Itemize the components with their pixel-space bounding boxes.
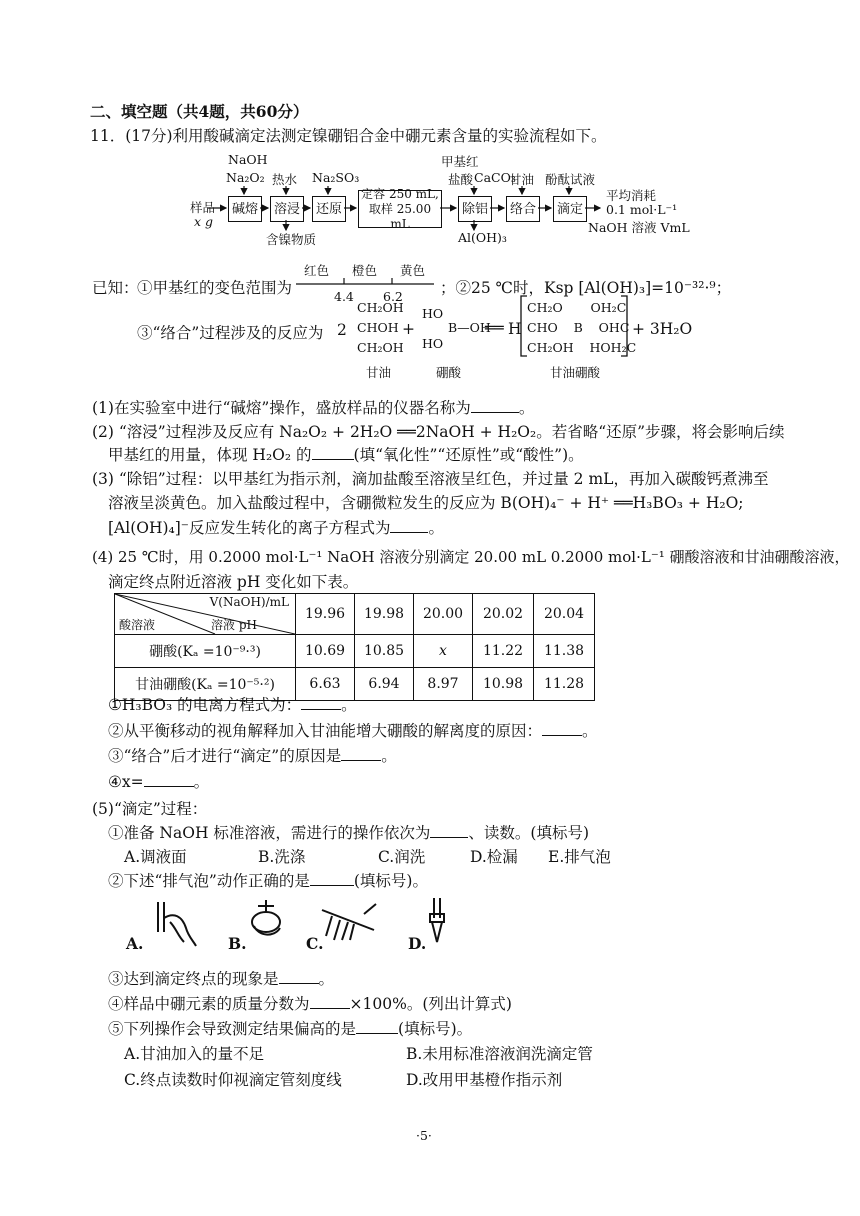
known-label: 已知： — [92, 279, 139, 297]
choice-a: A.甘油加入的量不足 — [124, 1045, 265, 1063]
coefficient: 2 — [337, 321, 347, 339]
q5-sub2-blank[interactable] — [310, 885, 354, 886]
pic-label-c: C. — [306, 934, 324, 953]
op-a: A.调液面 — [124, 848, 187, 866]
q4-sub1-end: 。 — [341, 696, 357, 714]
q1-end: 。 — [518, 399, 535, 417]
sample-label: 样品 — [190, 200, 216, 215]
q5-sub3-text: ③达到滴定终点的现象是 — [108, 970, 279, 988]
corner-volume-label: V(NaOH)/mL — [209, 595, 289, 609]
table-corner — [115, 594, 296, 635]
q3-text: [Al(OH)₄]⁻反应发生转化的离子方程式为 — [108, 519, 391, 537]
q5-sub5-blank[interactable] — [356, 1033, 398, 1034]
pic-label-b: B. — [228, 934, 247, 953]
table-cell: 11.38 — [534, 635, 595, 668]
q3-answer-blank[interactable] — [390, 532, 428, 533]
q2-line1: (2) “溶浸”过程涉及反应有 Na₂O₂ + 2H₂O ══2NaOH + H₂O₂。若省略“还原”步骤，将会影响后续 — [92, 423, 785, 441]
result-line2: 0.1 mol·L⁻¹ — [606, 202, 678, 217]
known-item1: ①甲基红的变色范围为 — [137, 279, 293, 297]
water-product: + 3H₂O — [632, 320, 693, 338]
q5-sub3-blank[interactable] — [279, 983, 319, 984]
op-e: E.排气泡 — [548, 848, 611, 866]
q5-sub4 — [108, 992, 512, 1014]
pic-label-d: D. — [408, 934, 427, 953]
q4-sub2-text: ②从平衡移动的视角解释加入甘油能增大硼酸的解离度的原因： — [108, 722, 543, 740]
reagent-phenolphthalein: 酚酞试液 — [545, 172, 596, 187]
reagent-na2o2: Na₂O₂ — [226, 170, 265, 185]
volume-col: 20.02 — [473, 594, 534, 635]
q5-sub5-end: (填标号)。 — [398, 1020, 473, 1038]
q3-line3 — [108, 516, 444, 538]
q5-sub2-text: ②下述“排气泡”动作正确的是 — [108, 872, 310, 890]
complex-line2: CHO B OHC — [527, 320, 630, 335]
volume-col: 19.98 — [355, 594, 414, 635]
q5-sub5-text: ⑤下列操作会导致测定结果偏高的是 — [108, 1020, 357, 1038]
q4-sub1-blank[interactable] — [301, 709, 341, 710]
choice-c: C.终点读数时仰视滴定管刻度线 — [124, 1071, 342, 1089]
burette-picture-c — [318, 900, 382, 944]
q5-sub5 — [108, 1017, 472, 1039]
equals-sign: ══ — [485, 319, 504, 337]
volume-col: 19.96 — [296, 594, 355, 635]
section-heading: 二、填空题（共4题，共60分） — [90, 102, 309, 121]
plus-1: + — [402, 320, 415, 338]
q4-sub3-end: 。 — [381, 747, 397, 765]
q2-hint: (填“氧化性”“还原性”或“酸性”)。 — [353, 446, 584, 464]
q5-sub4-end: ×100%。(列出计算式) — [349, 995, 512, 1013]
q4-line1: (4) 25 ℃时，用 0.2000 mol·L⁻¹ NaOH 溶液分别滴定 20.00 mL 0.2000 mol·L⁻¹ 硼酸溶液和甘油硼酸溶液， — [92, 548, 850, 566]
q5-sub2 — [108, 869, 428, 891]
q5-sub4-text: ④样品中硼元素的质量分数为 — [108, 995, 310, 1013]
glycerol-line1: CH₂OH — [357, 300, 404, 315]
name-boric: 硼酸 — [436, 365, 462, 380]
volume-col: 20.00 — [414, 594, 473, 635]
q4-sub3-blank[interactable] — [341, 760, 381, 761]
q4-sub2-blank[interactable] — [542, 735, 582, 736]
q1 — [92, 396, 534, 418]
q4-sub2-end: 。 — [582, 722, 598, 740]
q4-sub1-text: ①H₃BO₃ 的电离方程式为： — [108, 696, 302, 714]
step-dilution: 定容 250 mL, 取样 25.00 mL — [358, 190, 442, 228]
q3-line2: 溶液呈淡黄色。加入盐酸过程中，含硼微粒发生的反应为 B(OH)₄⁻ + H⁺ ══H₃BO₃ + H₂O; — [108, 494, 744, 512]
hydrogen: H — [508, 320, 522, 338]
q4-sub4-text: ④x= — [108, 773, 144, 791]
q2-line2 — [108, 443, 584, 465]
scale-line — [296, 278, 436, 290]
table-row — [115, 635, 595, 668]
row-label: 甘油硼酸(Kₐ =10⁻⁵·²) — [115, 668, 296, 701]
q4-sub2 — [108, 719, 598, 741]
page-number: ·5· — [416, 1128, 432, 1143]
op-c: C.润洗 — [378, 848, 426, 866]
corner-acid-label: 酸溶液 — [119, 618, 156, 632]
burette-picture-a — [150, 898, 200, 950]
name-complex: 甘油硼酸 — [550, 365, 601, 380]
boric-ho-bottom: HO — [422, 336, 444, 351]
table-cell: 11.22 — [473, 635, 534, 668]
q5-sub3 — [108, 967, 334, 989]
row-label: 硼酸(Kₐ =10⁻⁹·³) — [115, 635, 296, 668]
table-cell: 10.98 — [473, 668, 534, 701]
step-titration: 滴定 — [553, 196, 587, 222]
step-reduction: 还原 — [312, 196, 346, 222]
q3-line1: (3) “除铝”过程：以甲基红为指示剂，滴加盐酸至溶液呈红色，并过量 2 mL，再加入碳酸钙煮沸至 — [92, 470, 769, 488]
burette-picture-b — [244, 898, 290, 946]
flow-arrows — [0, 0, 860, 260]
q4-sub4-end: 。 — [193, 773, 210, 791]
step-leaching: 溶浸 — [270, 196, 304, 222]
q2-answer-blank[interactable] — [312, 459, 354, 460]
glycerol-line3: CH₂OH — [357, 340, 404, 355]
step-alkali-fusion: 碱熔 — [228, 196, 262, 222]
precipitate-label: Al(OH)₃ — [458, 230, 507, 245]
q5-sub1-text: ①准备 NaOH 标准溶液，需进行的操作依次为 — [108, 824, 431, 842]
q4-sub3 — [108, 744, 397, 766]
q4-sub4-blank[interactable] — [144, 786, 194, 787]
ph-table — [114, 593, 595, 701]
reagent-caco3: CaCO₃ — [474, 170, 516, 185]
q1-text: (1)在实验室中进行“碱熔”操作，盛放样品的仪器名称为 — [92, 399, 471, 417]
reagent-hot-water: 热水 — [272, 172, 298, 187]
sample-mass: x g — [194, 214, 214, 229]
pic-label-a: A. — [126, 934, 144, 953]
op-b: B.洗涤 — [258, 848, 306, 866]
choice-d: D.改用甲基橙作指示剂 — [406, 1071, 563, 1089]
q1-answer-blank[interactable] — [471, 412, 519, 413]
table-cell: x — [414, 635, 473, 668]
q5-sub1 — [108, 821, 589, 843]
table-cell: 11.28 — [534, 668, 595, 701]
by-product-label: 含镍物质 — [266, 232, 317, 247]
reagent-hcl: 盐酸 — [448, 172, 474, 187]
q5-title: (5)“滴定”过程： — [92, 800, 208, 818]
reagent-na2so3: Na₂SO₃ — [312, 170, 360, 185]
question-intro: 利用酸碱滴定法测定镍硼铝合金中硼元素含量的实验流程如下。 — [172, 127, 607, 145]
q3-end: 。 — [428, 519, 444, 537]
complex-line1: CH₂O OH₂C — [527, 300, 627, 315]
result-line1: 平均消耗 — [606, 188, 657, 203]
step-complexation: 络合 — [506, 196, 540, 222]
tick-4-4: 4.4 — [334, 289, 354, 304]
color-yellow: 黄色 — [400, 263, 426, 278]
q5-sub4-blank[interactable] — [310, 1008, 350, 1009]
tick-6-2: 6.2 — [383, 289, 403, 304]
q4-sub3-text: ③“络合”后才进行“滴定”的原因是 — [108, 747, 342, 765]
q4-sub4 — [108, 770, 209, 792]
boric-ho-top: HO — [422, 306, 444, 321]
reagent-naoh: NaOH — [228, 152, 268, 167]
color-orange: 橙色 — [352, 263, 378, 278]
choice-b: B.未用标准溶液润洗滴定管 — [406, 1045, 593, 1063]
step-remove-al: 除铝 — [458, 196, 492, 222]
table-cell: 8.97 — [414, 668, 473, 701]
reagent-methyl-red: 甲基红 — [441, 154, 479, 169]
q4-line2: 滴定终点附近溶液 pH 变化如下表。 — [108, 573, 359, 591]
table-cell: 6.63 — [296, 668, 355, 701]
known-item3: ③“络合”过程涉及的反应为 — [137, 324, 324, 342]
table-cell: 10.85 — [355, 635, 414, 668]
name-glycerol: 甘油 — [366, 365, 392, 380]
reagent-glycerol: 甘油 — [509, 172, 535, 187]
q5-sub1-end: 、读数。(填标号) — [468, 824, 589, 842]
result-line3: NaOH 溶液 VmL — [588, 220, 690, 235]
op-d: D.检漏 — [470, 848, 518, 866]
color-red: 红色 — [304, 263, 330, 278]
q5-sub3-end: 。 — [318, 970, 335, 988]
q2-text: 甲基红的用量，体现 H₂O₂ 的 — [108, 446, 312, 464]
corner-ph-label: 溶液 pH — [211, 618, 257, 632]
table-cell: 6.94 — [355, 668, 414, 701]
q5-sub1-blank[interactable] — [430, 837, 468, 838]
known-item2: ；②25 ℃时，Ksp [Al(OH)₃]=10⁻³²·⁹； — [440, 279, 732, 297]
table-cell: 10.69 — [296, 635, 355, 668]
burette-picture-d — [422, 896, 452, 946]
boric-b-oh: B—OH — [448, 320, 491, 335]
volume-col: 20.04 — [534, 594, 595, 635]
complex-line3: CH₂OH HOH₂C — [527, 340, 637, 355]
q5-sub2-end: (填标号)。 — [353, 872, 428, 890]
q4-sub1 — [108, 693, 357, 715]
question-number: 11．(17分) — [90, 127, 173, 145]
glycerol-line2: CHOH — [357, 320, 399, 335]
